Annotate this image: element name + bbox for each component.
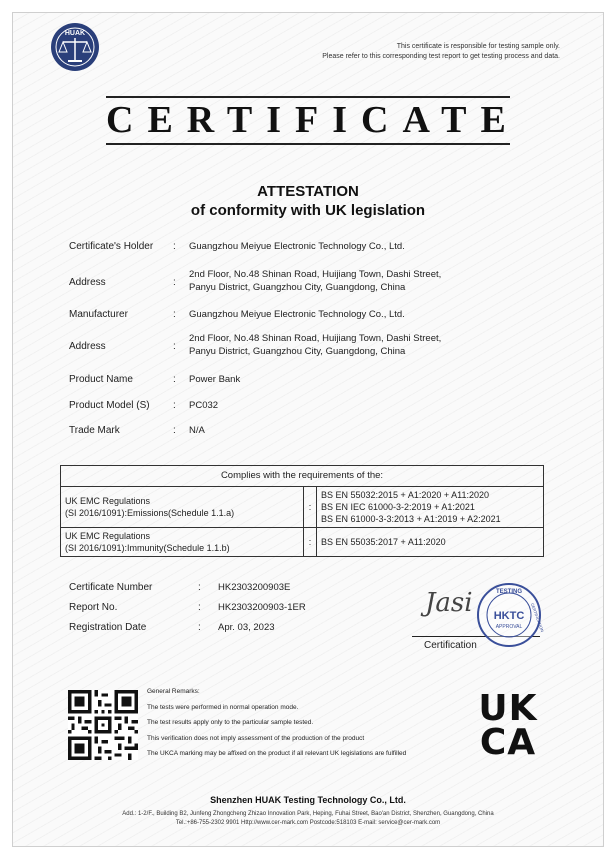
regulation-cell (61, 487, 304, 528)
holder-address-value (189, 268, 441, 294)
requirements-header-row (61, 466, 544, 487)
title-rule-bottom (106, 143, 510, 145)
holder-colon: : (173, 241, 176, 252)
remark-item: The tests were performed in normal operation mode. (147, 704, 299, 711)
attestation-heading: ATTESTATION (257, 183, 359, 200)
registration-date-label: Registration Date (69, 622, 147, 633)
trade-mark-label: Trade Mark (69, 425, 120, 436)
product-name-colon: : (173, 374, 176, 385)
table-colon: : (304, 487, 317, 528)
report-number-label: Report No. (69, 602, 118, 613)
product-name-value: Power Bank (189, 374, 241, 385)
standard-item: BS EN IEC 61000-3-2:2019 + A1:2021 (321, 502, 475, 512)
standard-item: BS EN 61000-3-3:2013 + A1:2019 + A2:2021 (321, 514, 501, 524)
table-row (61, 487, 544, 528)
product-name-label: Product Name (69, 374, 133, 385)
signature-caption: Certification (424, 640, 477, 651)
signature: Jasi (425, 588, 473, 618)
testing-seal-stamp (476, 582, 545, 648)
report-number-value: HK2303200903-1ER (218, 602, 306, 613)
holder-address-line-1: 2nd Floor, No.48 Shinan Road, Huijiang Town, Dashi Street, (189, 269, 442, 280)
remark-item: The UKCA marking may be affixed on the product if all relevant UK legislations are fulfilled (147, 750, 407, 757)
footer-contact: Tel.:+86-755-2302 9901 Http://www.cer-mark.com Postcode:518103 E-mail: service@cer-mark.com (175, 820, 441, 826)
ukca-line-1: UK (478, 688, 538, 729)
standards-cell (317, 528, 544, 557)
ukca-mark (472, 688, 544, 764)
manufacturer-address-line-1: 2nd Floor, No.48 Shinan Road, Huijiang Town, Dashi Street, (189, 333, 442, 344)
huak-logo (50, 22, 100, 72)
regulation-cell (61, 528, 304, 557)
product-model-value: PC032 (189, 400, 219, 411)
manufacturer-value: Guangzhou Meiyue Electronic Technology Co., Ltd. (189, 309, 405, 320)
seal-top-text: TESTING (495, 589, 523, 595)
report-number-colon: : (198, 602, 201, 613)
trade-mark-value: N/A (189, 425, 205, 436)
remark-item: This verification does not imply assessment of the production of the product (147, 735, 365, 742)
regulation-line-1: UK EMC Regulations (65, 496, 151, 506)
remark-item: The test results apply only to the particular sample tested. (147, 719, 314, 726)
regulation-line-2: (SI 2016/1091):Immunity(Schedule 1.1.b) (65, 543, 230, 553)
product-model-label: Product Model (S) (69, 400, 150, 411)
manufacturer-address-value (189, 332, 441, 358)
holder-address-colon: : (173, 277, 176, 288)
manufacturer-address-line-2: Panyu District, Guangzhou City, Guangdong, China (189, 346, 406, 357)
regulation-line-2: (SI 2016/1091):Emissions(Schedule 1.1.a) (65, 508, 235, 518)
manufacturer-address-label: Address (69, 341, 106, 352)
ukca-line-2: CA (479, 722, 537, 763)
seal-sub-text: APPROVAL (495, 624, 523, 630)
seal-right-text: CERTIFICATION (529, 602, 545, 633)
holder-value: Guangzhou Meiyue Electronic Technology Co., Ltd. (189, 241, 405, 252)
remarks-title: General Remarks: (147, 688, 200, 695)
certificate-number-label: Certificate Number (69, 582, 153, 593)
standard-item: BS EN 55032:2015 + A1:2020 + A11:2020 (321, 490, 489, 500)
attestation-subheading: of conformity with UK legislation (190, 202, 426, 219)
manufacturer-colon: : (173, 309, 176, 320)
manufacturer-label: Manufacturer (69, 309, 128, 320)
requirements-table (60, 465, 544, 557)
trade-mark-colon: : (173, 425, 176, 436)
table-colon: : (304, 528, 317, 557)
manufacturer-address-colon: : (173, 341, 176, 352)
standards-cell (317, 487, 544, 528)
note-line-2: Please refer to this corresponding test report to get testing process and data. (322, 53, 560, 60)
certificate-number-colon: : (198, 582, 201, 593)
footer-address: Add.: 1-2/F., Building B2, Junfeng Zhongcheng Zhizao Innovation Park, Heping, Fuhai Street, Bao'an District, Shenzhen, Guangdong, China (122, 811, 494, 817)
standard-item: BS EN 55035:2017 + A11:2020 (321, 537, 446, 547)
product-model-colon: : (173, 400, 176, 411)
qr-code (68, 690, 138, 760)
seal-center-text: HKTC (493, 610, 525, 622)
requirements-heading: Complies with the requirements of the: (61, 466, 544, 487)
footer-company: Shenzhen HUAK Testing Technology Co., Ltd. (210, 795, 406, 805)
registration-date-colon: : (198, 622, 201, 633)
note-line-1: This certificate is responsible for testing sample only. (396, 43, 560, 50)
responsibility-note (322, 42, 560, 62)
holder-address-line-2: Panyu District, Guangzhou City, Guangdong, China (189, 282, 406, 293)
registration-date-value: Apr. 03, 2023 (218, 622, 275, 633)
regulation-line-1: UK EMC Regulations (65, 531, 151, 541)
holder-address-label: Address (69, 277, 106, 288)
holder-label: Certificate's Holder (69, 241, 154, 252)
certificate-number-value: HK2303200903E (218, 582, 291, 593)
table-row (61, 528, 544, 557)
certificate-title: CERTIFICATE (106, 99, 520, 141)
logo-text: HUAK (64, 30, 86, 37)
